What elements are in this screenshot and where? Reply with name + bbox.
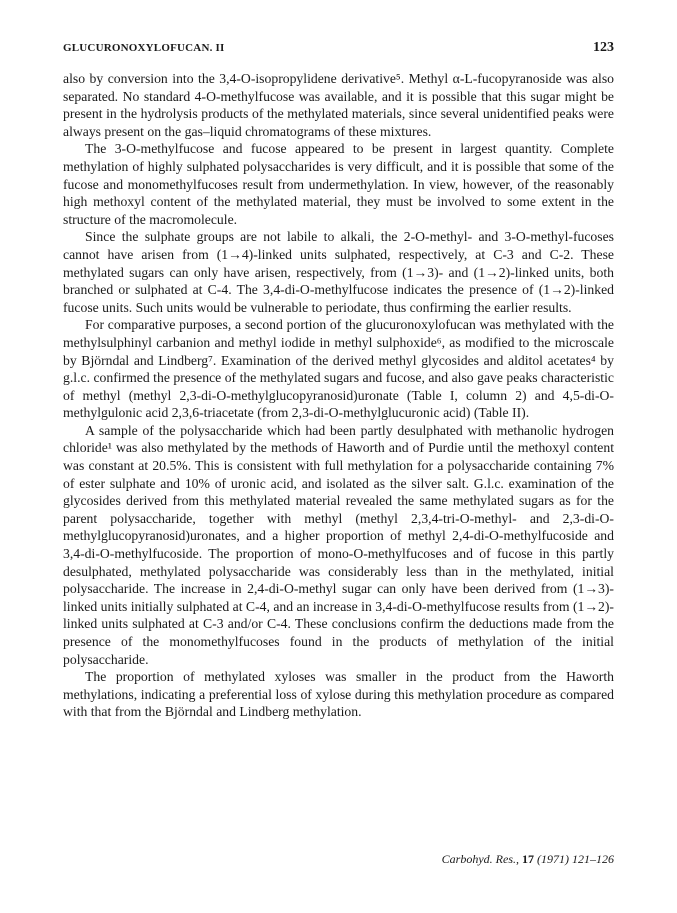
journal-name: Carbohyd. Res., <box>441 852 519 866</box>
journal-volume: 17 <box>522 852 534 866</box>
paragraph-2: The 3-O-methylfucose and fucose appeared to be present in largest quantity. Complete methylation of highly sulphated polysaccharides is very difficult, and it is possible that some of the fucose and monomethylfucoses result from undermethylation. In view, however, of the reasonably high methoxyl content of the methylated material, they must be involved to some extent in the structure of the macromolecule. <box>63 141 614 227</box>
body-text <box>63 70 614 721</box>
paragraph-5: A sample of the polysaccharide which had been partly desulphated with methanolic hydrogen chloride¹ was also methylated by the methods of Haworth and of Purdie until the methoxyl content was constant at 20.5%. This is consistent with full methylation for a polysaccharide containing 7% of ester sulphate and 10% of uronic acid, and isolated as the silver salt. G.l.c. examination of the glycosides derived from this methylated material revealed the same methylated sugars as for the parent polysaccharide, together with methyl (methyl 2,3,4-tri-O-methyl- and 2,3-di-O-methylglucopyranosid)uronates, and a higher proportion of methyl 2,4-di-O-methylfucoside and 3,4-di-O-methylfucoside. The proportion of mono-O-methylfucoses and of fucose in this partly desulphated, methylated polysaccharide was considerably less than in the methylated, initial polysaccharide. The increase in 2,4-di-O-methyl sugar can only have been derived from (1→3)-linked units initially sulphated at C-4, and an increase in 3,4-di-O-methylfucose results from (1→2)-linked units sulphated at C-3 and/or C-4. These conclusions confirm the deductions made from the presence of the monomethylfucoses found in the products of methylation of the initial polysaccharide. <box>63 422 614 667</box>
journal-citation <box>442 852 614 867</box>
running-title: GLUCURONOXYLOFUCAN. II <box>63 42 225 54</box>
paragraph-3: Since the sulphate groups are not labile to alkali, the 2-O-methyl- and 3-O-methyl-fucoses cannot have arisen from (1→4)-linked units sulphated, respectively, at C-3 and C-2. These methylated sugars can only have arisen, respectively, from (1→3)- and (1→2)-linked units, both branched or sulphated at C-4. The 3,4-di-O-methylfucose indicates the presence of (1→2)-linked fucose units. Such units would be vulnerable to periodate, thus confirming the earlier results. <box>63 229 614 315</box>
paragraph-6: The proportion of methylated xyloses was smaller in the product from the Haworth methylations, indicating a preferential loss of xylose during this methylation procedure as compared with that from the Björndal and Lindberg methylation. <box>63 669 614 720</box>
page-header <box>63 40 614 58</box>
paragraph-1: also by conversion into the 3,4-O-isopropylidene derivative⁵. Methyl α-L-fucopyranoside was also separated. No standard 4-O-methylfucose was available, and it is possible that this sugar might be present in the hydrolysis products of the methylated materials, since several unidentified peaks were always present on the gas–liquid chromatograms of these mixtures. <box>63 71 614 139</box>
journal-year-pages: (1971) 121–126 <box>537 852 614 866</box>
paragraph-4: For comparative purposes, a second portion of the glucuronoxylofucan was methylated with the methylsulphinyl carbanion and methyl iodide in methyl sulphoxide⁶, as modified to the microscale by Björndal and Lindberg⁷. Examination of the derived methyl glycosides and alditol acetates⁴ by g.l.c. confirmed the presence of the methylated sugars and fucose, and also gave peaks characteristic of methyl (methyl 2,3-di-O-methylglucopyranosid)uronate (Table I, column 2) and 4,5-di-O-methylgulonic acid 2,3,6-triacetate (from 2,3-di-O-methylglucuronic acid) (Table II). <box>63 317 614 421</box>
page-number: 123 <box>593 40 614 55</box>
